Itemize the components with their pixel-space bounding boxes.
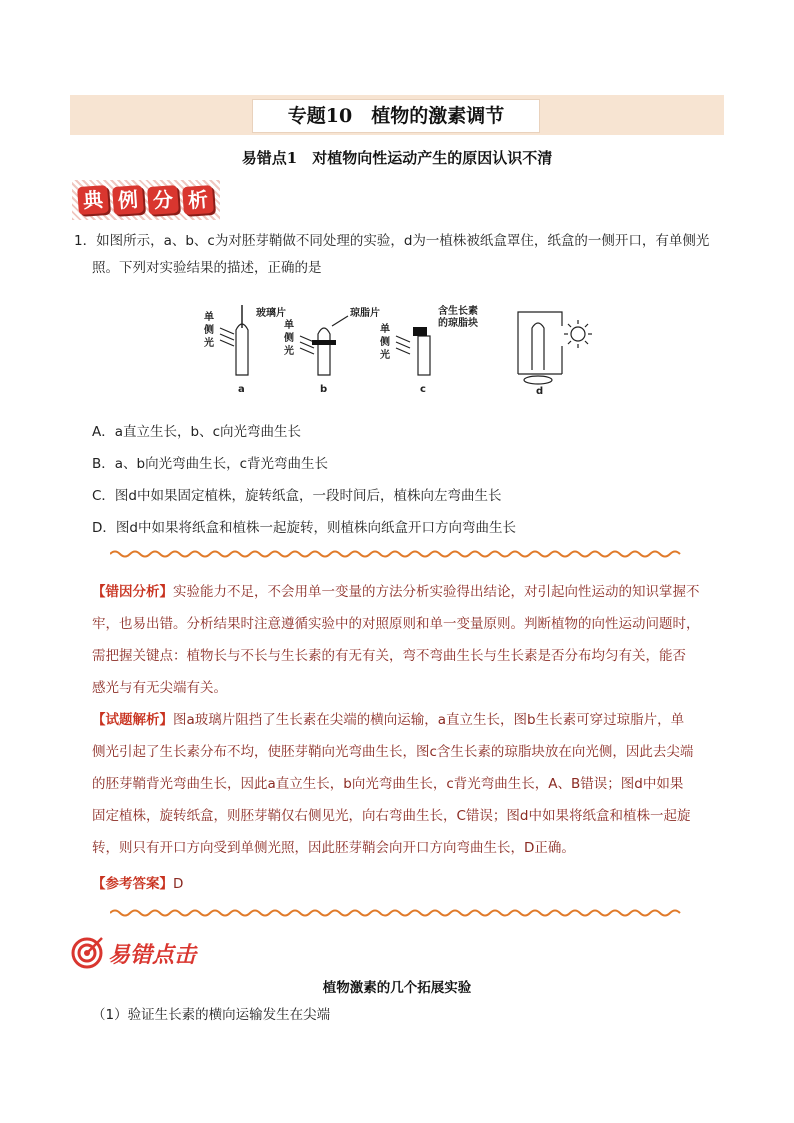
mistake-highlight-badge: 易错点击 xyxy=(108,943,197,968)
error-analysis-line-4: 感光与有无尖端有关。 xyxy=(92,680,227,696)
fig-label-b: b xyxy=(320,384,328,395)
wave-divider-bottom xyxy=(110,908,684,918)
fig-label-c: c xyxy=(420,384,426,395)
option-d: D．图d中如果将纸盒和植株一起旋转，则植株向纸盒开口方向弯曲生长 xyxy=(92,520,516,536)
fig-light-b-2: 侧 xyxy=(284,333,294,344)
fig-glass-label: 玻璃片 xyxy=(256,308,286,319)
badge-char-3: 分 xyxy=(147,185,179,215)
option-a: A．a直立生长，b、c向光弯曲生长 xyxy=(92,424,301,440)
badge-char-2: 例 xyxy=(112,185,144,215)
fig-light-c-1: 单 xyxy=(380,324,390,335)
page-title: 专题10 植物的激素调节 xyxy=(252,99,540,133)
fig-label-a: a xyxy=(238,384,245,395)
error-analysis xyxy=(92,576,718,704)
badge-char-4: 析 xyxy=(182,185,214,215)
answer-value: D xyxy=(173,876,184,892)
error-analysis-tag: 【错因分析】 xyxy=(92,584,173,600)
fig-auxin-label-2: 的琼脂块 xyxy=(438,318,478,329)
option-c: C．图d中如果固定植株，旋转纸盒，一段时间后，植株向左弯曲生长 xyxy=(92,488,502,504)
fig-light-a-1: 单 xyxy=(204,312,214,323)
question-line-1: 1．如图所示，a、b、c为对胚芽鞘做不同处理的实验，d为一植株被纸盒罩住，纸盒的一侧开口，有单侧光 xyxy=(74,233,710,249)
fig-agar-label: 琼脂片 xyxy=(350,308,380,319)
explanation-line-4: 固定植株，旋转纸盒，则胚芽鞘仅右侧见光，向右弯曲生长，C错误；图d中如果将纸盒和植株一起旋 xyxy=(92,808,691,824)
badge-char-1: 典 xyxy=(77,185,109,215)
error-analysis-line-1: 实验能力不足，不会用单一变量的方法分析实验得出结论，对引起向性运动的知识掌握不 xyxy=(173,584,700,600)
error-analysis-line-2: 牢，也易出错。分析结果时注意遵循实验中的对照原则和单一变量原则。判断植物的向性运动问题时， xyxy=(92,616,700,632)
fig-light-b-1: 单 xyxy=(284,320,294,331)
explanation-tag: 【试题解析】 xyxy=(92,712,173,728)
section2-item-1: （1）验证生长素的横向运输发生在尖端 xyxy=(92,1007,331,1023)
answer-tag: 【参考答案】 xyxy=(92,876,173,892)
explanation-line-5: 转，则只有开口方向受到单侧光照，因此胚芽鞘会向开口方向弯曲生长，D正确。 xyxy=(92,840,575,856)
section2-heading: 植物激素的几个拓展实验 xyxy=(322,980,472,996)
explanation-line-3: 的胚芽鞘背光弯曲生长，因此a直立生长，b向光弯曲生长，c背光弯曲生长，A、B错误；图d中如果 xyxy=(92,776,684,792)
target-icon xyxy=(70,936,104,970)
fig-light-a-3: 光 xyxy=(204,338,214,349)
fig-light-a-2: 侧 xyxy=(204,325,214,336)
fig-auxin-label-1: 含生长素 xyxy=(438,306,478,317)
wave-divider-top xyxy=(110,549,684,559)
reference-answer xyxy=(92,868,718,900)
fig-light-b-3: 光 xyxy=(284,346,294,357)
section-subtitle: 易错点1 对植物向性运动产生的原因认识不清 xyxy=(241,149,553,167)
fig-label-d: d xyxy=(536,386,544,397)
explanation-line-2: 侧光引起了生长素分布不均，使胚芽鞘向光弯曲生长，图c含生长素的琼脂块放在向光侧，因此去尖端 xyxy=(92,744,694,760)
question-line-2: 照。下列对实验结果的描述，正确的是 xyxy=(92,260,322,276)
explanation-line-1: 图a玻璃片阻挡了生长素在尖端的横向运输，a直立生长，图b生长素可穿过琼脂片，单 xyxy=(173,712,685,728)
fig-light-c-3: 光 xyxy=(380,350,390,361)
experiment-figure xyxy=(200,300,600,400)
error-analysis-line-3: 需把握关键点：植物长与不长与生长素的有无有关，弯不弯曲生长与生长素是否分布均匀有关，能否 xyxy=(92,648,686,664)
explanation xyxy=(92,704,718,864)
option-b: B．a、b向光弯曲生长，c背光弯曲生长 xyxy=(92,456,329,472)
fig-light-c-2: 侧 xyxy=(380,337,390,348)
